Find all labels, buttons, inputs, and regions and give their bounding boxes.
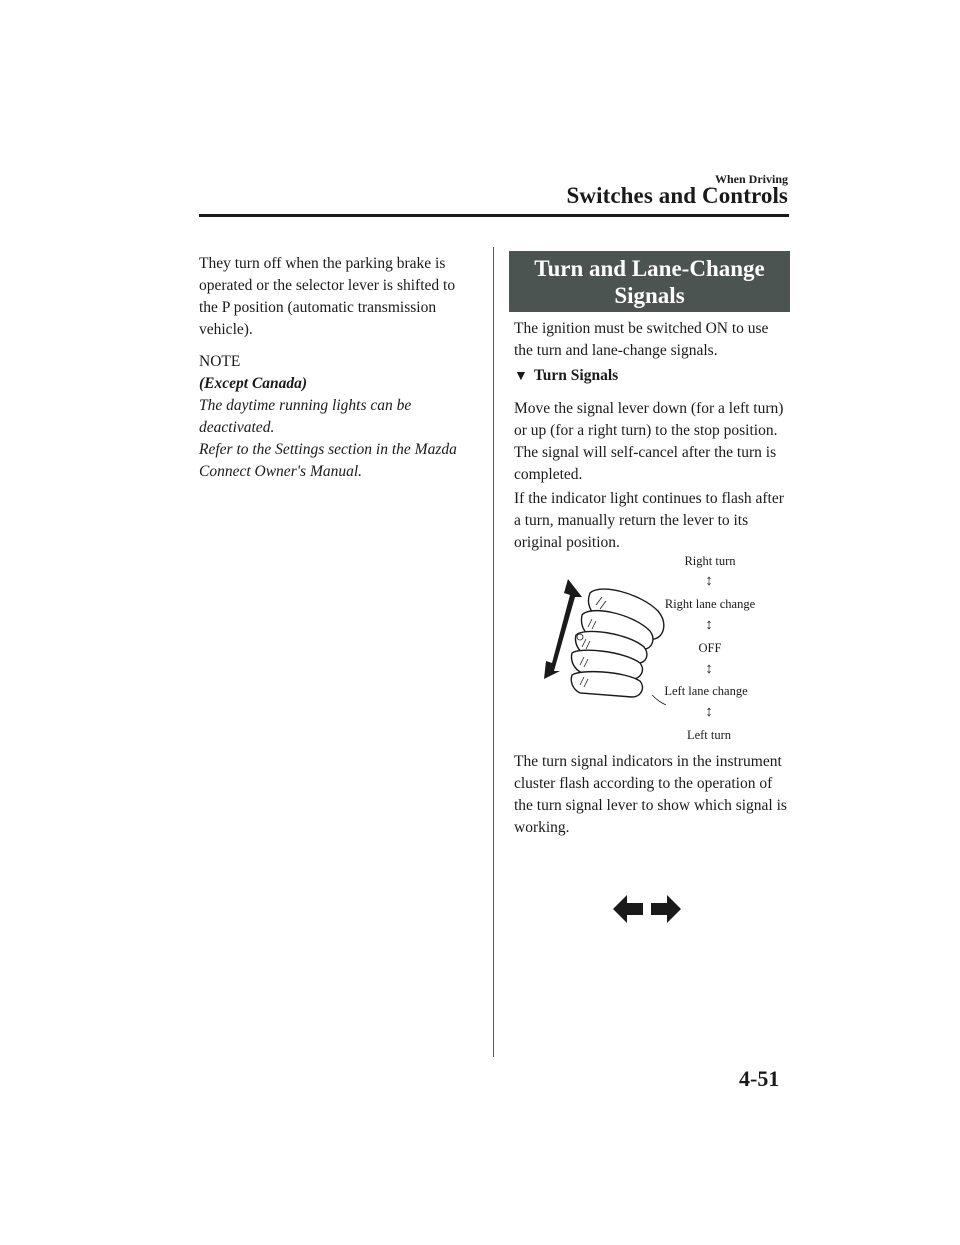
label-left-lane-change: Left lane change xyxy=(664,684,748,698)
right-arrow-icon xyxy=(651,895,681,923)
column-divider xyxy=(493,247,494,1057)
subheading-text: Turn Signals xyxy=(533,367,619,384)
turn-signal-paragraph: Move the signal lever down (for a left turn) or up (for a right turn) to the stop position. The signal will self-cancel after the turn is completed. xyxy=(514,400,784,483)
label-left-turn: Left turn xyxy=(686,728,732,742)
note-label: NOTE xyxy=(199,353,241,370)
up-down-arrow-icon: ↕ xyxy=(705,661,713,677)
signal-lever-diagram xyxy=(540,575,670,705)
note-line-1: The daytime running lights can be deactivated. xyxy=(199,397,412,436)
left-column xyxy=(199,253,471,483)
note-condition: (Except Canada) xyxy=(199,375,308,392)
turn-indicator-symbols xyxy=(613,893,681,925)
section-heading-line-1: Turn and Lane-Change xyxy=(534,255,765,281)
section-title: Switches and Controls xyxy=(566,183,788,208)
label-off: OFF xyxy=(698,641,722,655)
section-heading-line-2: Signals xyxy=(614,282,685,308)
label-right-lane-change: Right lane change xyxy=(664,597,756,611)
turn-indicator-illustration xyxy=(613,893,681,925)
up-down-arrow-icon: ↕ xyxy=(705,704,713,720)
indicators-paragraph: The turn signal indicators in the instrument cluster flash according to the operation of the turn signal lever to show which signal is working. xyxy=(514,753,787,836)
daytime-lights-paragraph: They turn off when the parking brake is operated or the selector lever is shifted to the P position (automatic transmission vehicle). xyxy=(199,255,456,338)
up-down-arrow-icon: ↕ xyxy=(705,573,713,589)
section-heading-box xyxy=(509,251,790,312)
up-down-arrow-icon: ↕ xyxy=(705,617,713,633)
triangle-down-icon: ▼ xyxy=(514,369,528,384)
header-rule xyxy=(199,214,789,217)
signal-lever-illustration xyxy=(540,575,670,705)
page-number: 4-51 xyxy=(739,1066,780,1091)
chapter-title: When Driving xyxy=(714,172,788,186)
indicator-paragraph: If the indicator light continues to flash after a turn, manually return the lever to its original position. xyxy=(514,490,784,551)
turn-signals-subheading xyxy=(514,367,618,385)
note-line-2: Refer to the Settings section in the Mazda Connect Owner's Manual. xyxy=(199,441,457,480)
label-right-turn: Right turn xyxy=(684,554,736,568)
intro-paragraph: The ignition must be switched ON to use the turn and lane-change signals. xyxy=(514,320,769,359)
left-arrow-icon xyxy=(613,895,643,923)
